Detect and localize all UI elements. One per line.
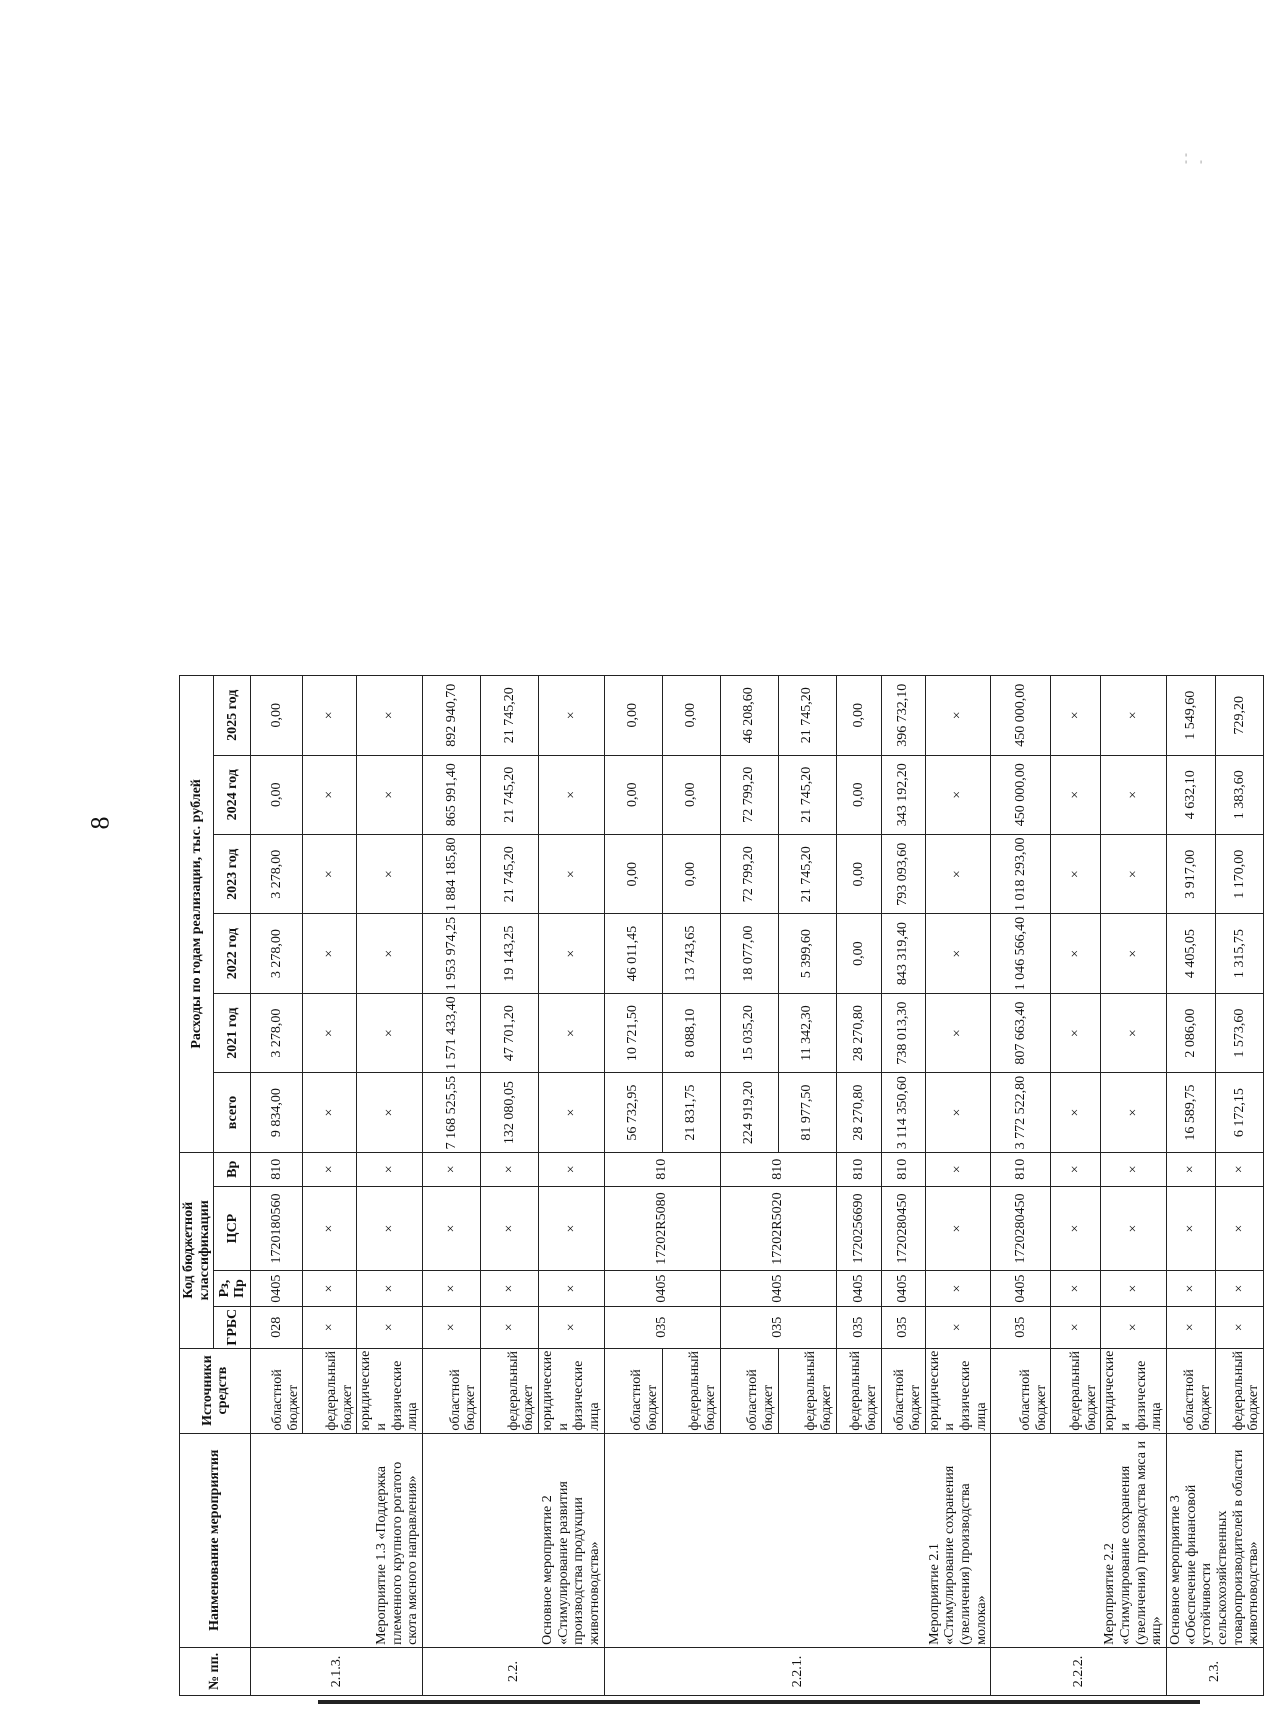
amount-2023: × xyxy=(303,834,357,913)
rzpr-code: × xyxy=(481,1271,539,1306)
row-number: 2.3. xyxy=(1167,1647,1264,1695)
amount-total: 21 831,75 xyxy=(662,1073,720,1152)
amount-2025: × xyxy=(925,676,991,756)
amount-2022: 5 399,60 xyxy=(778,914,836,993)
rzpr-code: × xyxy=(303,1271,357,1306)
header-total: всего xyxy=(214,1073,251,1152)
amount-2022: 46 011,45 xyxy=(604,914,662,993)
funding-source: областной бюджет xyxy=(881,1348,925,1433)
amount-2023: × xyxy=(925,834,991,913)
csr-code: 1720180560 xyxy=(251,1186,303,1271)
amount-2022: × xyxy=(925,914,991,993)
table-row xyxy=(604,676,662,1696)
rzpr-code: 0405 xyxy=(251,1271,303,1306)
amount-2021: 1 571 433,40 xyxy=(423,993,481,1072)
amount-2023: 1 884 185,80 xyxy=(423,834,481,913)
amount-2021: 738 013,30 xyxy=(881,993,925,1072)
rzpr-code: × xyxy=(423,1271,481,1306)
amount-2021: 11 342,30 xyxy=(778,993,836,1072)
amount-2021: × xyxy=(1101,993,1167,1072)
rzpr-code: 0405 xyxy=(720,1271,836,1306)
amount-total: × xyxy=(357,1073,423,1152)
funding-source: областной бюджет xyxy=(251,1348,303,1433)
amount-2021: × xyxy=(925,993,991,1072)
header-expense-group: Расходы по годам реализации, тыс. рублей xyxy=(180,676,214,1153)
amount-total: × xyxy=(925,1073,991,1152)
vr-code: × xyxy=(423,1152,481,1186)
vr-code: × xyxy=(925,1152,991,1186)
amount-2022: 13 743,65 xyxy=(662,914,720,993)
amount-2022: 1 315,75 xyxy=(1215,914,1264,993)
page-bottom-rule xyxy=(318,1700,1200,1704)
csr-code: × xyxy=(1101,1186,1167,1271)
amount-2025: 729,20 xyxy=(1215,676,1264,756)
amount-total: 28 270,80 xyxy=(836,1073,881,1152)
grbs-code: × xyxy=(423,1306,481,1348)
csr-code: × xyxy=(1167,1186,1216,1271)
amount-2024: 4 632,10 xyxy=(1167,755,1216,834)
grbs-code: × xyxy=(1167,1306,1216,1348)
funding-source: областной бюджет xyxy=(720,1348,778,1433)
amount-2022: 3 278,00 xyxy=(251,914,303,993)
vr-code: 810 xyxy=(604,1152,720,1186)
amount-2024: 72 799,20 xyxy=(720,755,778,834)
vr-code: × xyxy=(1167,1152,1216,1186)
amount-total: × xyxy=(1101,1073,1167,1152)
amount-2025: × xyxy=(303,676,357,756)
amount-2025: 1 549,60 xyxy=(1167,676,1216,756)
amount-total: 16 589,75 xyxy=(1167,1073,1216,1152)
amount-2025: × xyxy=(1051,676,1101,756)
funding-source: федеральный бюджет xyxy=(1051,1348,1101,1433)
header-year-2023: 2023 год xyxy=(214,834,251,913)
vr-code: × xyxy=(481,1152,539,1186)
vr-code: 810 xyxy=(251,1152,303,1186)
amount-2024: 21 745,20 xyxy=(481,755,539,834)
amount-2025: 396 732,10 xyxy=(881,676,925,756)
csr-code: × xyxy=(357,1186,423,1271)
rzpr-code: × xyxy=(539,1271,605,1306)
rzpr-code: × xyxy=(1101,1271,1167,1306)
amount-2024: 865 991,40 xyxy=(423,755,481,834)
rzpr-code: 0405 xyxy=(604,1271,720,1306)
funding-source: федеральный бюджет xyxy=(778,1348,836,1433)
vr-code: 810 xyxy=(836,1152,881,1186)
rzpr-code: 0405 xyxy=(881,1271,925,1306)
amount-2024: 1 383,60 xyxy=(1215,755,1264,834)
rzpr-code: 0405 xyxy=(836,1271,881,1306)
amount-2022: × xyxy=(539,914,605,993)
amount-total: 132 080,05 xyxy=(481,1073,539,1152)
header-code-group: Код бюджетной классификации xyxy=(180,1152,214,1348)
amount-2021: × xyxy=(539,993,605,1072)
grbs-code: × xyxy=(481,1306,539,1348)
grbs-code: 035 xyxy=(836,1306,881,1348)
csr-code: 17202R5020 xyxy=(720,1186,836,1271)
header-name: Наименование мероприятия xyxy=(180,1433,251,1647)
rzpr-code: × xyxy=(357,1271,423,1306)
funding-source: федеральный бюджет xyxy=(1215,1348,1264,1433)
csr-code: × xyxy=(1215,1186,1264,1271)
amount-2022: × xyxy=(1051,914,1101,993)
amount-2021: 2 086,00 xyxy=(1167,993,1216,1072)
amount-total: × xyxy=(303,1073,357,1152)
amount-2021: × xyxy=(357,993,423,1072)
amount-2021: 807 663,40 xyxy=(991,993,1051,1072)
funding-source: юридические и физические лица xyxy=(1101,1348,1167,1433)
amount-2021: 8 088,10 xyxy=(662,993,720,1072)
csr-code: × xyxy=(303,1186,357,1271)
activity-name: Мероприятие 2.1 «Стимулирование сохранения (увеличения) производства молока» xyxy=(604,1433,991,1647)
funding-source: федеральный бюджет xyxy=(662,1348,720,1433)
vr-code: × xyxy=(1101,1152,1167,1186)
table-row xyxy=(1167,676,1216,1696)
amount-2024: × xyxy=(303,755,357,834)
amount-2024: × xyxy=(1051,755,1101,834)
amount-2021: 3 278,00 xyxy=(251,993,303,1072)
amount-2021: 1 573,60 xyxy=(1215,993,1264,1072)
row-number: 2.1.3. xyxy=(251,1647,423,1695)
table-row xyxy=(251,676,303,1696)
amount-total: 3 772 522,80 xyxy=(991,1073,1051,1152)
amount-2025: 0,00 xyxy=(251,676,303,756)
header-source: Источники средств xyxy=(180,1348,251,1433)
row-number: 2.2.1. xyxy=(604,1647,991,1695)
vr-code: 810 xyxy=(720,1152,836,1186)
amount-2023: × xyxy=(1051,834,1101,913)
amount-2025: 0,00 xyxy=(662,676,720,756)
amount-2024: × xyxy=(539,755,605,834)
grbs-code: 028 xyxy=(251,1306,303,1348)
amount-2022: 1 953 974,25 xyxy=(423,914,481,993)
page-number: 8 xyxy=(85,816,115,830)
amount-2025: × xyxy=(1101,676,1167,756)
amount-2025: × xyxy=(357,676,423,756)
amount-2024: × xyxy=(1101,755,1167,834)
amount-total: × xyxy=(539,1073,605,1152)
amount-2025: × xyxy=(539,676,605,756)
amount-2021: 10 721,50 xyxy=(604,993,662,1072)
csr-code: × xyxy=(1051,1186,1101,1271)
csr-code: 1720256690 xyxy=(836,1186,881,1271)
activity-name: Основное мероприятие 3 «Обеспечение финансовой устойчивости сельскохозяйственных товаропроизводителей в области животноводства» xyxy=(1167,1433,1264,1647)
amount-total: 6 172,15 xyxy=(1215,1073,1264,1152)
header-year-2024: 2024 год xyxy=(214,755,251,834)
amount-2022: × xyxy=(303,914,357,993)
amount-2022: 0,00 xyxy=(836,914,881,993)
amount-2024: × xyxy=(925,755,991,834)
funding-source: федеральный бюджет xyxy=(303,1348,357,1433)
amount-2023: 3 917,00 xyxy=(1167,834,1216,913)
amount-2022: 843 319,40 xyxy=(881,914,925,993)
amount-2023: × xyxy=(539,834,605,913)
amount-total: 3 114 350,60 xyxy=(881,1073,925,1152)
header-grbs: ГРБС xyxy=(214,1306,251,1348)
header-rzpr: Рз, Пр xyxy=(214,1271,251,1306)
amount-2021: × xyxy=(1051,993,1101,1072)
rzpr-code: × xyxy=(1215,1271,1264,1306)
amount-2024: 343 192,20 xyxy=(881,755,925,834)
amount-2024: 0,00 xyxy=(836,755,881,834)
grbs-code: × xyxy=(539,1306,605,1348)
amount-2023: × xyxy=(357,834,423,913)
margin-mark: - - - xyxy=(1178,153,1207,164)
grbs-code: × xyxy=(357,1306,423,1348)
amount-2023: 72 799,20 xyxy=(720,834,778,913)
amount-2021: 28 270,80 xyxy=(836,993,881,1072)
amount-total: 56 732,95 xyxy=(604,1073,662,1152)
amount-2022: 19 143,25 xyxy=(481,914,539,993)
row-number: 2.2.2. xyxy=(991,1647,1167,1695)
amount-2024: 450 000,00 xyxy=(991,755,1051,834)
grbs-code: 035 xyxy=(881,1306,925,1348)
row-number: 2.2. xyxy=(423,1647,605,1695)
csr-code: 1720280450 xyxy=(991,1186,1051,1271)
header-csr: ЦСР xyxy=(214,1186,251,1271)
grbs-code: × xyxy=(1215,1306,1264,1348)
header-year-2022: 2022 год xyxy=(214,914,251,993)
grbs-code: 035 xyxy=(720,1306,836,1348)
header-vr: Вр xyxy=(214,1152,251,1186)
vr-code: × xyxy=(357,1152,423,1186)
table-body xyxy=(251,676,1264,1696)
vr-code: × xyxy=(303,1152,357,1186)
amount-2023: 793 093,60 xyxy=(881,834,925,913)
budget-table xyxy=(179,675,1264,1696)
csr-code: × xyxy=(539,1186,605,1271)
header-year-2021: 2021 год xyxy=(214,993,251,1072)
amount-2023: 21 745,20 xyxy=(778,834,836,913)
activity-name: Основное мероприятие 2 «Стимулирование развития производства продукции животноводства» xyxy=(423,1433,605,1647)
funding-source: областной бюджет xyxy=(423,1348,481,1433)
amount-total: 9 834,00 xyxy=(251,1073,303,1152)
csr-code: × xyxy=(925,1186,991,1271)
amount-2021: 47 701,20 xyxy=(481,993,539,1072)
amount-total: 7 168 525,55 xyxy=(423,1073,481,1152)
vr-code: 810 xyxy=(991,1152,1051,1186)
funding-source: областной бюджет xyxy=(1167,1348,1216,1433)
csr-code: 1720280450 xyxy=(881,1186,925,1271)
funding-source: федеральный бюджет xyxy=(481,1348,539,1433)
amount-2022: 18 077,00 xyxy=(720,914,778,993)
amount-2023: 3 278,00 xyxy=(251,834,303,913)
rzpr-code: × xyxy=(925,1271,991,1306)
grbs-code: 035 xyxy=(604,1306,720,1348)
amount-2022: × xyxy=(357,914,423,993)
amount-2021: × xyxy=(303,993,357,1072)
header-year-2025: 2025 год xyxy=(214,676,251,756)
rzpr-code: 0405 xyxy=(991,1271,1051,1306)
grbs-code: × xyxy=(303,1306,357,1348)
amount-2025: 892 940,70 xyxy=(423,676,481,756)
rzpr-code: × xyxy=(1167,1271,1216,1306)
vr-code: × xyxy=(539,1152,605,1186)
vr-code: × xyxy=(1215,1152,1264,1186)
amount-2023: 1 170,00 xyxy=(1215,834,1264,913)
funding-source: областной бюджет xyxy=(991,1348,1051,1433)
funding-source: юридические и физические лица xyxy=(357,1348,423,1433)
grbs-code: × xyxy=(925,1306,991,1348)
amount-2023: 0,00 xyxy=(604,834,662,913)
grbs-code: 035 xyxy=(991,1306,1051,1348)
amount-total: 224 919,20 xyxy=(720,1073,778,1152)
table-row xyxy=(423,676,481,1696)
amount-2022: × xyxy=(1101,914,1167,993)
amount-total: 81 977,50 xyxy=(778,1073,836,1152)
amount-2021: 15 035,20 xyxy=(720,993,778,1072)
amount-2025: 0,00 xyxy=(836,676,881,756)
amount-2024: 21 745,20 xyxy=(778,755,836,834)
rzpr-code: × xyxy=(1051,1271,1101,1306)
amount-2023: 0,00 xyxy=(662,834,720,913)
amount-2022: 1 046 566,40 xyxy=(991,914,1051,993)
amount-2025: 21 745,20 xyxy=(778,676,836,756)
amount-2024: × xyxy=(357,755,423,834)
vr-code: 810 xyxy=(881,1152,925,1186)
amount-2025: 46 208,60 xyxy=(720,676,778,756)
amount-2024: 0,00 xyxy=(604,755,662,834)
csr-code: 17202R5080 xyxy=(604,1186,720,1271)
vr-code: × xyxy=(1051,1152,1101,1186)
amount-2024: 0,00 xyxy=(662,755,720,834)
amount-2023: 21 745,20 xyxy=(481,834,539,913)
grbs-code: × xyxy=(1101,1306,1167,1348)
table-row xyxy=(991,676,1051,1696)
amount-2025: 21 745,20 xyxy=(481,676,539,756)
csr-code: × xyxy=(423,1186,481,1271)
funding-source: областной бюджет xyxy=(604,1348,662,1433)
activity-name: Мероприятие 2.2 «Стимулирование сохранения (увеличения) производства мяса и яиц» xyxy=(991,1433,1167,1647)
amount-2023: 1 018 293,00 xyxy=(991,834,1051,913)
csr-code: × xyxy=(481,1186,539,1271)
amount-total: × xyxy=(1051,1073,1101,1152)
funding-source: юридические и физические лица xyxy=(925,1348,991,1433)
amount-2025: 450 000,00 xyxy=(991,676,1051,756)
amount-2022: 4 405,05 xyxy=(1167,914,1216,993)
amount-2023: 0,00 xyxy=(836,834,881,913)
activity-name: Мероприятие 1.3 «Поддержка племенного крупного рогатого скота мясного направления» xyxy=(251,1433,423,1647)
amount-2025: 0,00 xyxy=(604,676,662,756)
amount-2023: × xyxy=(1101,834,1167,913)
header-num: № пп. xyxy=(180,1647,251,1695)
grbs-code: × xyxy=(1051,1306,1101,1348)
funding-source: юридические и физические лица xyxy=(539,1348,605,1433)
amount-2024: 0,00 xyxy=(251,755,303,834)
funding-source: федеральный бюджет xyxy=(836,1348,881,1433)
